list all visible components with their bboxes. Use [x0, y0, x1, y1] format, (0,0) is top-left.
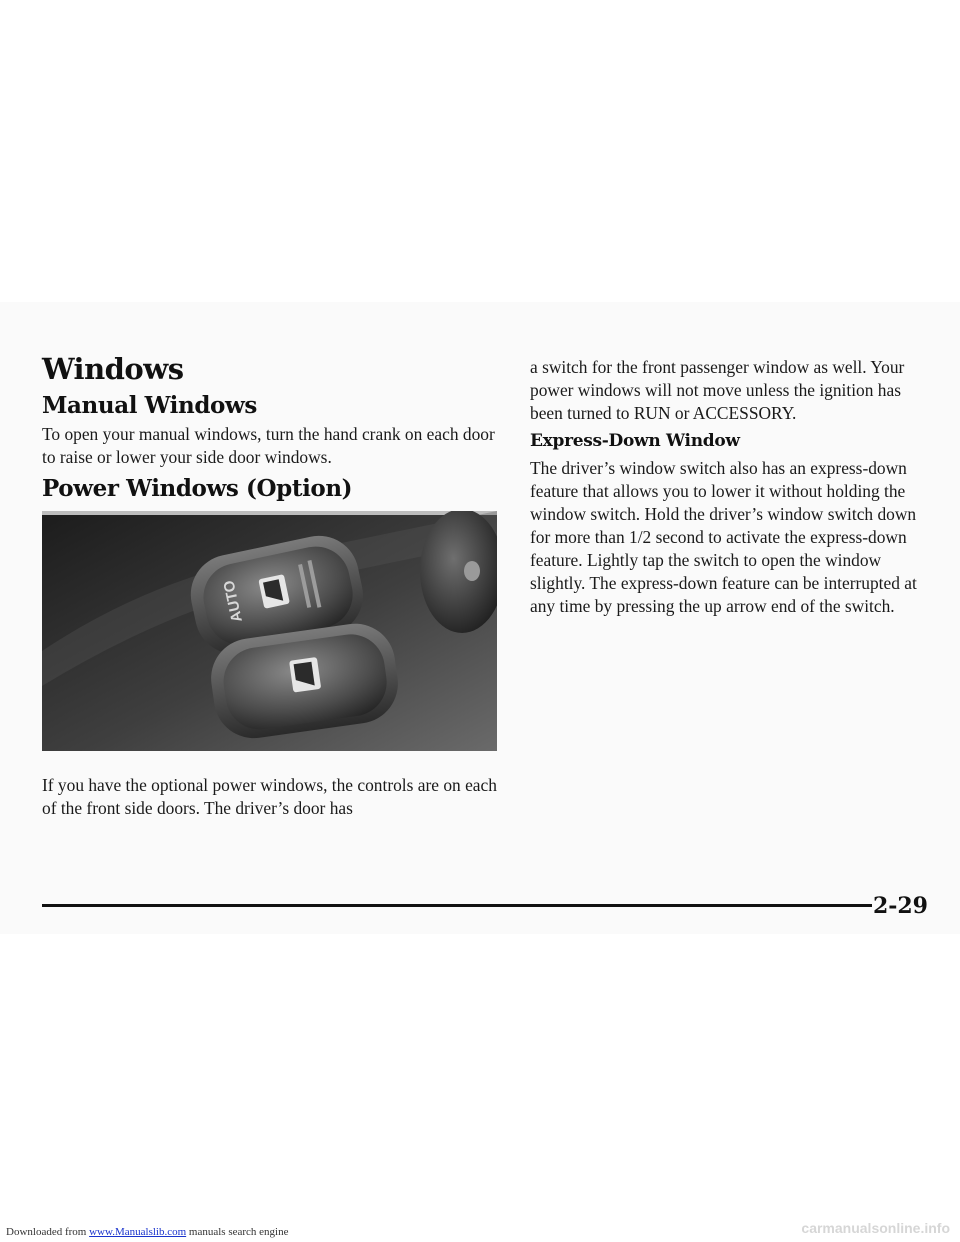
download-suffix: manuals search engine [188, 1226, 289, 1238]
express-down-heading: Express-Down Window [530, 431, 740, 451]
download-prefix: Downloaded from [6, 1226, 87, 1238]
manual-windows-heading: Manual Windows [42, 392, 257, 419]
watermark-text: carmanualsonline.info [801, 1220, 950, 1236]
manual-windows-text: To open your manual windows, turn the hand crank on each door to raise or lower your side door windows. [42, 424, 495, 467]
page-number: 2-29 [872, 893, 928, 919]
manualslib-link[interactable]: www.Manualslib.com [89, 1226, 187, 1238]
power-windows-heading: Power Windows (Option) [42, 475, 353, 502]
download-footer [6, 1226, 288, 1238]
page-title: Windows [42, 352, 184, 386]
express-down-text: The driver’s window switch also has an express-down feature that allows you to lower it without holding the window switch. Hold the driver’s window switch down for more than 1/2 second to activate the express-down feature. Lightly tap the switch to open the window slightly. The express-down feature can be interrupted at any time by pressing the up arrow end of the switch. [530, 458, 917, 616]
auto-switch-label: AUTO [220, 578, 246, 624]
footer-rule [42, 904, 872, 907]
window-switch-photo [42, 511, 497, 751]
right-column-intro: a switch for the front passenger window as well. Your power windows will not move unless the ignition has been turned to RUN or ACCESSORY. [530, 357, 905, 423]
power-windows-text: If you have the optional power windows, the controls are on each of the front side doors. The driver’s door has [42, 775, 497, 818]
